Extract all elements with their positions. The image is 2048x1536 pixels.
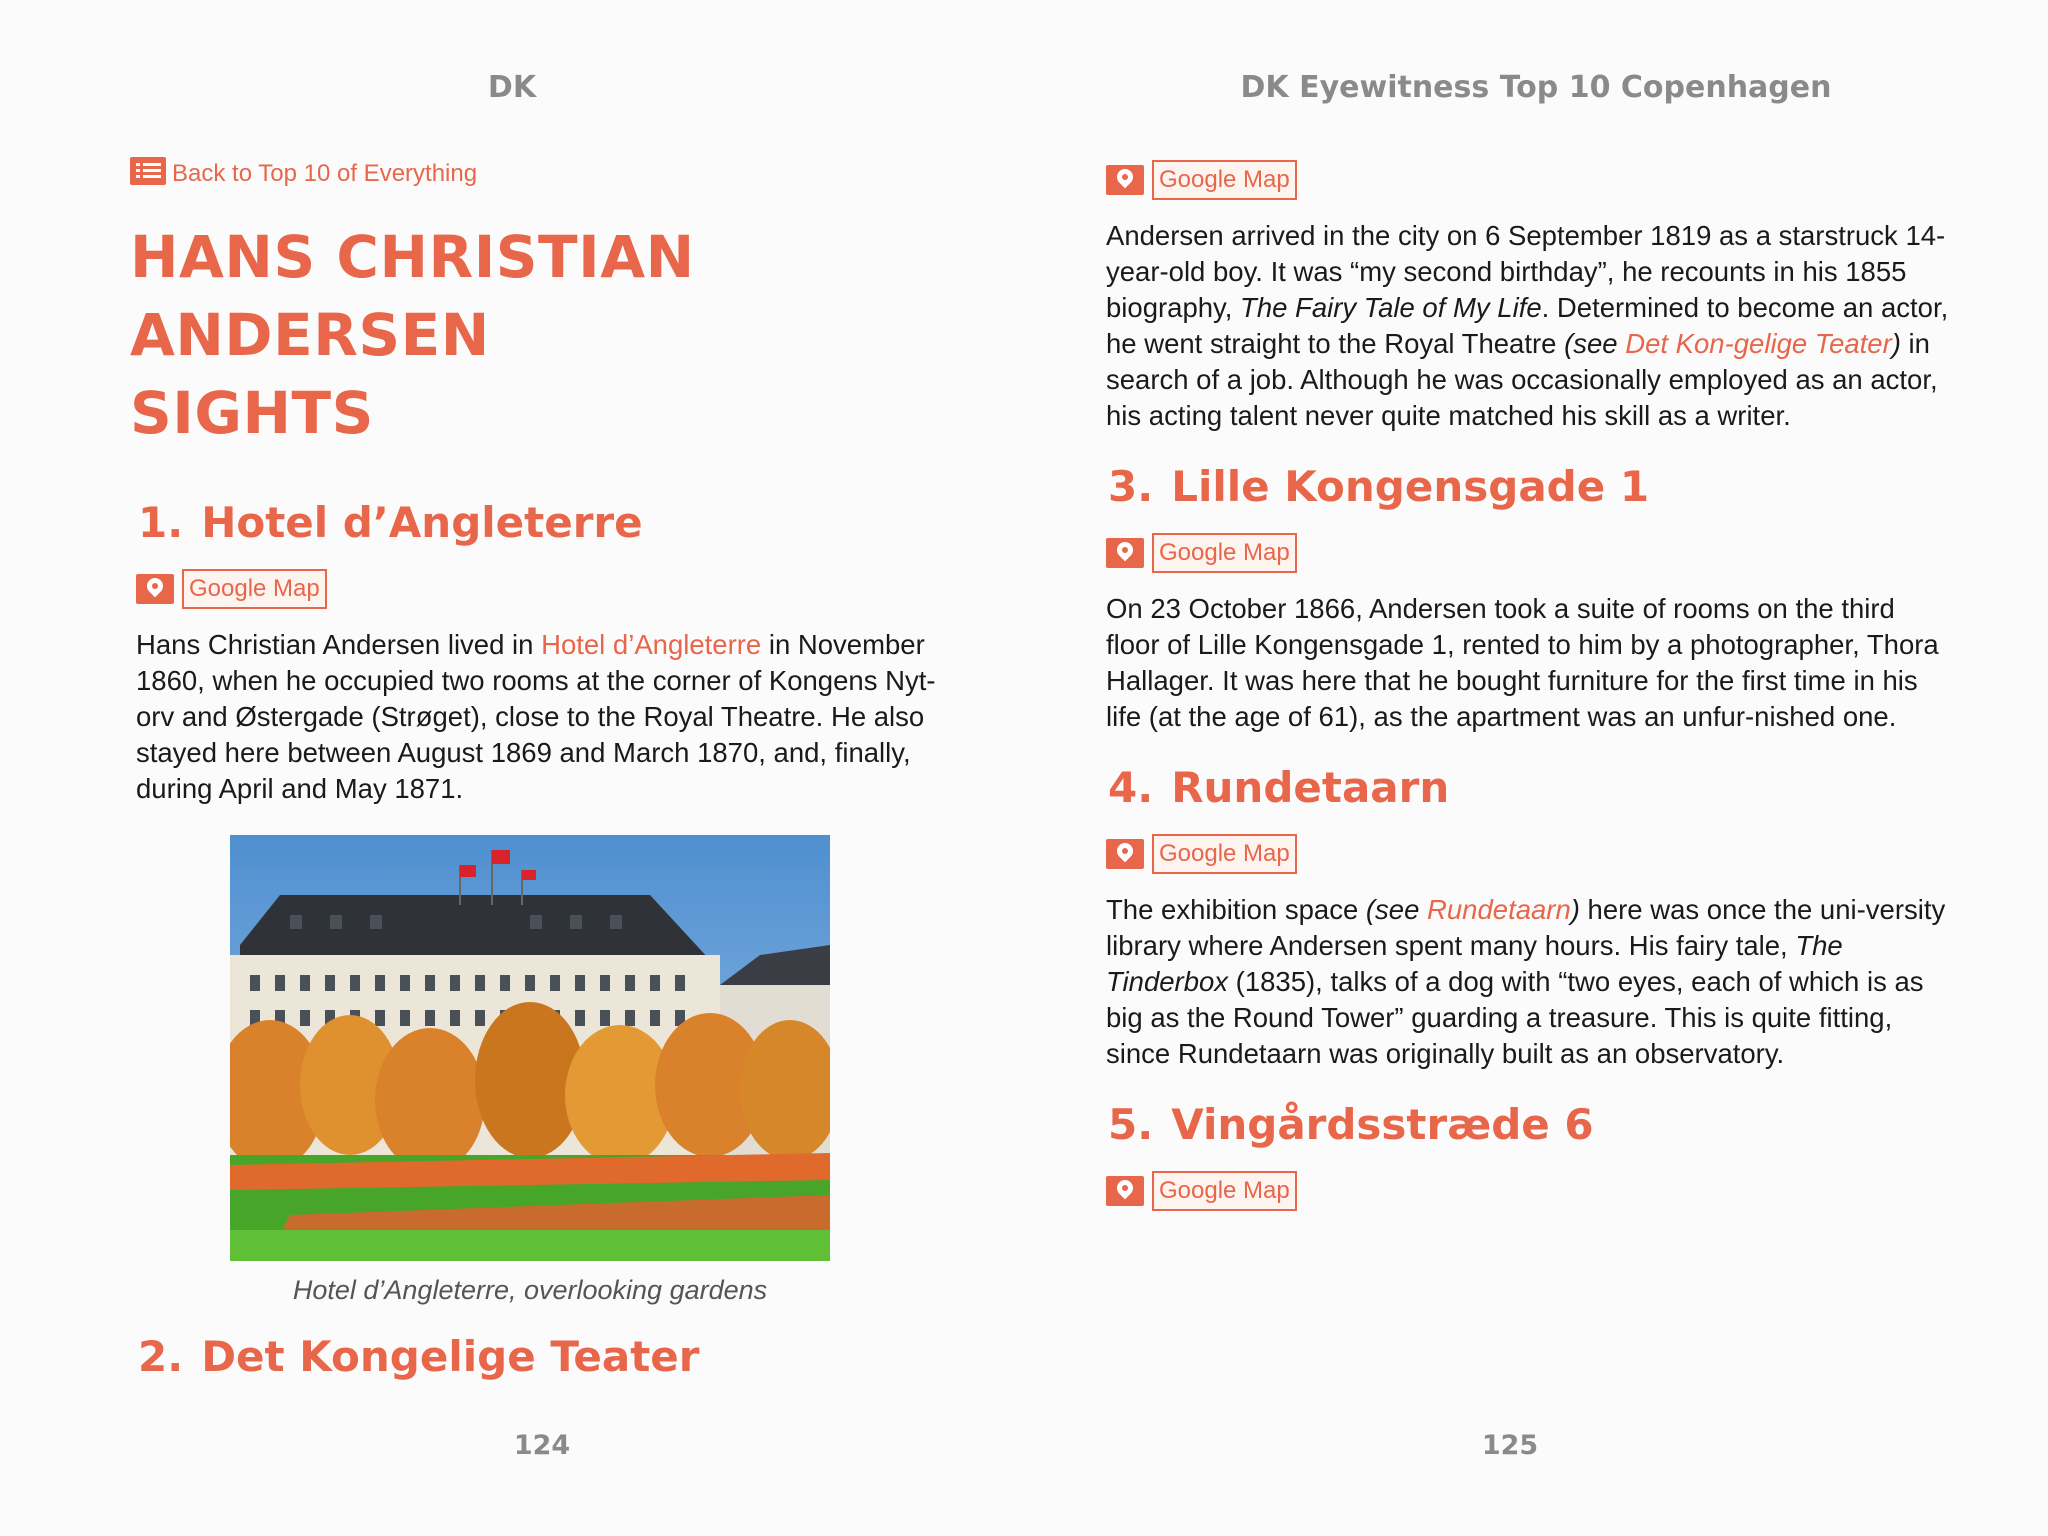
see-ref-close: ) (1570, 894, 1580, 925)
running-head: DK (487, 70, 537, 105)
back-link-label: Back to Top 10 of Everything (172, 160, 478, 187)
right-column (1100, 160, 1950, 1229)
see-ref: (see (1365, 894, 1428, 925)
see-ref: (see (1564, 328, 1626, 359)
section-heading (1108, 763, 1950, 812)
google-map-link[interactable] (1106, 160, 1950, 200)
section-title: Rundetaarn (1171, 763, 1450, 812)
google-map-button[interactable]: Google Map (1152, 160, 1297, 200)
section-number: 2. (138, 1332, 184, 1381)
body-text: here was once the uni-versity library where Andersen spent many hours. His fairy tale, (1106, 894, 1946, 961)
section-title: Det Kongelige Teater (201, 1332, 700, 1381)
chapter-title-line2: SIGHTS (130, 379, 374, 447)
body-text: Andersen arrived in the city on 6 September 1819 as a starstruck 14-year-old boy. It was “my second birthday”, he recounts in his 1855 biography, (1106, 220, 1946, 323)
section-body (136, 627, 960, 807)
chapter-title-line1: HANS CHRISTIAN ANDERSEN (130, 223, 695, 369)
see-ref-close: ) (1891, 328, 1901, 359)
figure-caption: Hotel d’Angleterre, overlooking gardens (292, 1275, 768, 1305)
map-pin-icon (1106, 839, 1144, 869)
google-map-link[interactable] (136, 569, 960, 609)
section-title: Lille Kongensgade 1 (1171, 462, 1650, 511)
body-text: . Determined to become an actor, he went straight to the Royal Theatre (1106, 292, 1949, 359)
section-title: Hotel d’Angleterre (201, 498, 643, 547)
body-text: The exhibition space (1106, 894, 1366, 925)
book-title: The Fairy Tale of My Life (1240, 292, 1542, 323)
google-map-button[interactable]: Google Map (1152, 1171, 1297, 1211)
map-pin-icon (136, 574, 174, 604)
section-number: 3. (1108, 462, 1154, 511)
rundetaarn-link[interactable]: Rundetaarn (1427, 894, 1571, 925)
map-pin-icon (1106, 538, 1144, 568)
google-map-button[interactable]: Google Map (1152, 533, 1297, 573)
back-to-top10-link[interactable] (130, 160, 960, 188)
section-body (1106, 892, 1950, 1072)
page-number: 124 (513, 1430, 571, 1461)
google-map-link[interactable] (1106, 834, 1950, 874)
section-heading (1108, 462, 1950, 511)
hotel-photo (230, 835, 830, 1261)
section-title: Vingårdsstræde 6 (1171, 1100, 1594, 1149)
section-heading (138, 1332, 960, 1381)
google-map-button[interactable]: Google Map (1152, 834, 1297, 874)
body-text: (1835), talks of a dog with “two eyes, each of which is as big as the Round Tower” guarding a treasure. This is quite fitting, since Rundetaarn was originally built as an observatory. (1106, 966, 1924, 1069)
hotel-link[interactable]: Hotel d’Angleterre (541, 629, 762, 660)
section-number: 1. (138, 498, 184, 547)
google-map-button[interactable]: Google Map (182, 569, 327, 609)
google-map-link[interactable] (1106, 1171, 1950, 1211)
body-text: Hans Christian Andersen lived in (136, 629, 542, 660)
body-text: in November 1860, when he occupied two rooms at the corner of Kongens Nyt-orv and Østergade (Strøget), close to the Royal Theatre. He also stayed here between August 1869 and March 1870, and, finally, during April and May 1871. (136, 629, 936, 804)
left-column (130, 160, 960, 1403)
theatre-link[interactable]: Det Kon-gelige Teater (1625, 328, 1892, 359)
figure (230, 835, 830, 1306)
chapter-title (130, 218, 960, 452)
running-head: DK Eyewitness Top 10 Copenhagen (1240, 70, 1832, 105)
page-number: 125 (1481, 1430, 1539, 1461)
section-heading (1108, 1100, 1950, 1149)
body-text: in search of a job. Although he was occasionally employed as an actor, his acting talent never quite matched his skill as a writer. (1106, 328, 1938, 431)
map-pin-icon (1106, 1176, 1144, 1206)
section-heading (138, 498, 960, 547)
right-page (1024, 0, 2048, 1536)
google-map-link[interactable] (1106, 533, 1950, 573)
section-body (1106, 218, 1950, 434)
list-icon (130, 157, 166, 185)
map-pin-icon (1106, 165, 1144, 195)
section-number: 4. (1108, 763, 1154, 812)
book-title: The Tinderbox (1106, 930, 1843, 997)
section-number: 5. (1108, 1100, 1154, 1149)
section-body: On 23 October 1866, Andersen took a suite of rooms on the third floor of Lille Kongensgade 1, rented to him by a photographer, Thora Hallager. It was here that he bought furniture for the first time in his life (at the age of 61), as the apartment was an unfur-nished one. (1106, 593, 1939, 732)
